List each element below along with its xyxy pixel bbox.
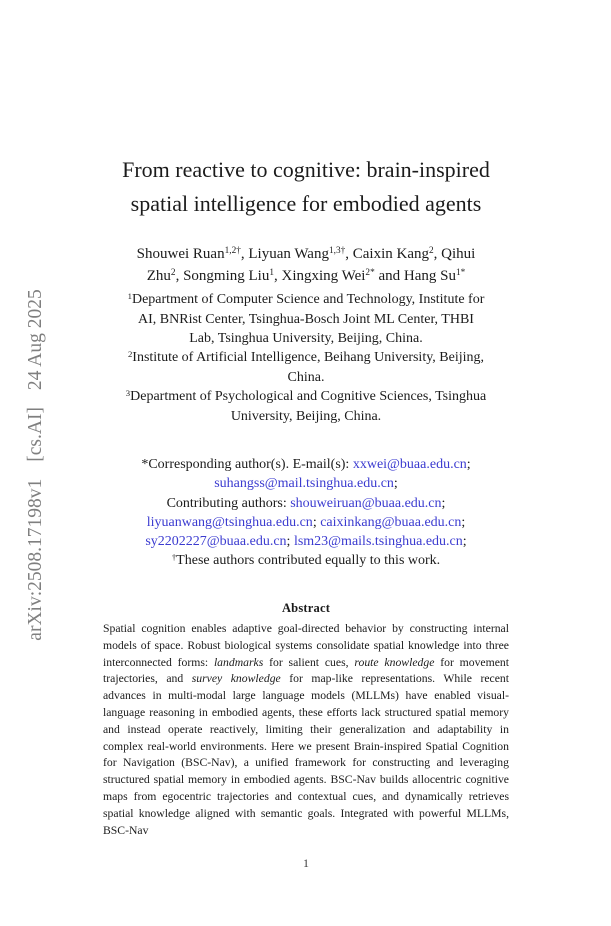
text-segment: Lab, Tsinghua University, Beijing, China.	[189, 331, 423, 346]
email-link[interactable]: liyuanwang@tsinghua.edu.cn	[146, 514, 313, 530]
text-segment: , Xingxing Wei	[273, 268, 366, 284]
text-segment: ;	[312, 514, 321, 530]
text-segment: ;	[461, 514, 466, 530]
text-segment: 1	[269, 268, 274, 279]
text-segment: , Qihui	[433, 246, 476, 262]
text-segment: 1,3†	[328, 246, 346, 257]
text-segment: ;	[441, 495, 446, 511]
text-segment: China.	[287, 370, 325, 385]
abstract-text	[103, 621, 509, 839]
text-segment: Spatial cognition enables adaptive goal-directed behavior by constructing internal models of space. Robust biological systems consolidate spatial knowledge into three interconnected forms:	[103, 622, 509, 669]
text-segment: Department of Computer Science and Technology, Institute for	[131, 292, 485, 307]
text-segment: ;	[393, 476, 398, 492]
text-segment: ;	[462, 534, 467, 550]
text-segment: 1,2†	[224, 246, 241, 257]
email-link[interactable]: sy2202227@buaa.edu.cn	[145, 534, 287, 550]
text-segment: AI, BNRist Center, Tsinghua-Bosch Joint ML Center, THBI	[138, 312, 474, 327]
text-segment: Shouwei Ruan	[136, 246, 225, 262]
arxiv-id: arXiv:2508.17198v1	[25, 478, 46, 641]
page-number: 1	[303, 856, 309, 870]
text-segment: 2	[429, 246, 434, 257]
arxiv-date: 24 Aug 2025	[25, 289, 46, 391]
text-segment: 2	[170, 268, 176, 279]
text-segment: Department of Psychological and Cognitive Sciences, Tsinghua	[130, 389, 487, 404]
text-segment: University, Beijing, China.	[230, 409, 382, 424]
arxiv-category: [cs.AI]	[25, 407, 46, 462]
text-segment: route knowledge	[354, 655, 435, 669]
text-segment: Institute of Artificial Intelligence, Beihang University, Beijing,	[132, 350, 485, 365]
text-segment: ;	[286, 534, 294, 550]
text-segment: *Corresponding author(s). E-mail(s):	[141, 457, 353, 472]
text-segment: for movement trajectories, and	[103, 655, 509, 686]
email-link[interactable]: shouweiruan@buaa.edu.cn	[290, 495, 442, 511]
email-link[interactable]: lsm23@mails.tsinghua.edu.cn	[293, 534, 463, 550]
arxiv-watermark	[25, 289, 47, 640]
author-list	[52, 244, 560, 288]
abstract-heading: Abstract	[281, 601, 331, 615]
text-segment: 1*	[455, 268, 466, 279]
text-segment: 1	[127, 290, 132, 301]
text-segment: and Hang Su	[374, 268, 456, 284]
text-segment: 2	[127, 348, 133, 359]
text-segment: 2*	[365, 268, 375, 279]
contact-emails	[52, 455, 560, 572]
paper-title-line-1: From reactive to cognitive: brain-inspired	[122, 157, 490, 182]
text-segment: Zhu	[146, 268, 171, 284]
text-segment: Contributing authors:	[166, 495, 291, 511]
email-link[interactable]: suhangss@mail.tsinghua.edu.cn	[214, 476, 394, 492]
text-segment: for map-like representations. While recent advances in multi-modal large language models (MLLMs) have enabled visual-language reasoning in embodied agents, these efforts lack structured spatial memory and instead operate reactively, limiting their generalization and adaptability in complex real-world environments. Here we present Brain-inspired Spatial Cognition for Navigation (BSC-Nav), a unified framework for constructing and leveraging structured spatial memory in embodied agents. BSC-Nav builds allocentric cognitive maps from egocentric trajectories and contextual cues, and dynamically retrieves spatial knowledge aligned with semantic goals. Integrated with powerful MLLMs, BSC-Nav	[103, 672, 510, 837]
text-segment: for salient cues,	[263, 655, 355, 669]
text-segment: ;	[466, 457, 471, 472]
text-segment: These authors contributed equally to this work.	[176, 553, 441, 569]
text-segment: landmarks	[213, 655, 264, 669]
text-segment: †	[171, 552, 177, 563]
email-link[interactable]: caixinkang@buaa.edu.cn	[320, 514, 462, 530]
text-segment: , Songming Liu	[175, 268, 270, 284]
paper-title-line-2: spatial intelligence for embodied agents	[130, 191, 482, 216]
text-segment: , Liyuan Wang	[240, 246, 329, 262]
affiliations	[52, 290, 560, 426]
email-link[interactable]: xxwei@buaa.edu.cn	[352, 457, 467, 472]
paper-title	[60, 153, 552, 221]
text-segment: 3	[125, 387, 131, 398]
text-segment: survey knowledge	[191, 672, 281, 686]
text-segment: , Caixin Kang	[345, 246, 429, 262]
